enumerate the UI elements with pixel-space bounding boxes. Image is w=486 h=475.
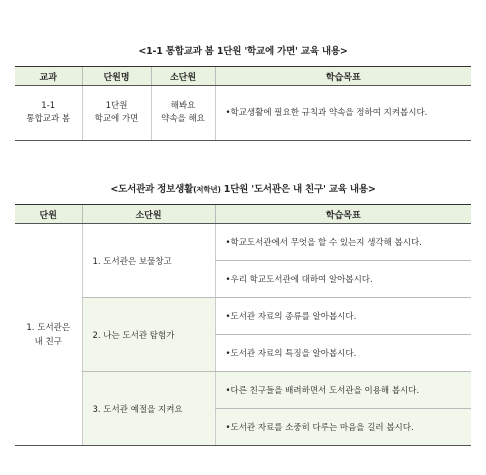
section2-title-part1: <도서관과 정보생활 [110,184,194,195]
header-subunit: 소단원 [151,67,215,86]
header-unit: 단원 [15,205,82,224]
table-row [15,298,471,335]
subject-name: 통합교과 봄 [26,114,71,124]
table-row [15,86,471,141]
learning-goal-cell: •학교도서관에서 무엇을 할 수 있는지 생각해 봅시다. [215,224,471,261]
subunit-line2: 약속을 해요 [161,114,205,124]
subunit-cell: 1. 도서관은 보물창고 [82,224,215,298]
unit-title: 학교에 가면 [94,114,139,124]
learning-goal-cell: •도서관 자료의 종류를 알아봅시다. [215,298,471,335]
unit-line1: 1. 도서관은 [26,322,71,333]
subunit-cell [151,86,215,141]
unit-cell [82,86,151,141]
table-row [15,372,471,409]
unit-number: 1단원 [105,101,128,111]
header-learning-goal: 학습목표 [215,205,471,224]
subunit-line1: 해봐요 [170,101,196,111]
section2-title-small: (저학년) [193,185,221,194]
subunit-cell: 3. 도서관 예절을 지켜요 [82,372,215,446]
subject-cell [15,86,82,141]
section2-title [0,181,486,195]
header-learning-goal: 학습목표 [215,67,471,86]
learning-goal-cell: •도서관 자료의 특징을 알아봅시다. [215,335,471,372]
table2-header-row [15,205,471,224]
table-row [15,224,471,261]
learning-goal-cell: •학교생활에 필요한 규칙과 약속을 정하여 지켜봅시다. [215,86,471,141]
learning-goal-cell: •다른 친구들을 배려하면서 도서관을 이용해 봅시다. [215,372,471,409]
learning-goal-cell: •도서관 자료를 소중히 다루는 마음을 길러 봅시다. [215,409,471,446]
unit-cell [15,224,82,446]
section2-title-part2: 1단원 '도서관은 내 친구' 교육 내용> [220,184,376,195]
section1-title: <1-1 통합교과 봄 1단원 '학교에 가면' 교육 내용> [138,46,348,57]
learning-goal-cell: •우리 학교도서관에 대하여 알아봅시다. [215,261,471,298]
header-subject: 교과 [15,67,82,86]
unit-line2: 내 친구 [34,336,62,347]
curriculum-table-2 [15,204,471,446]
header-subunit: 소단원 [82,205,215,224]
subject-grade: 1-1 [41,101,56,111]
subunit-cell: 2. 나는 도서관 탐험가 [82,298,215,372]
table1-header-row [15,67,471,86]
header-unit-name: 단원명 [82,67,151,86]
curriculum-table-1 [15,66,471,141]
